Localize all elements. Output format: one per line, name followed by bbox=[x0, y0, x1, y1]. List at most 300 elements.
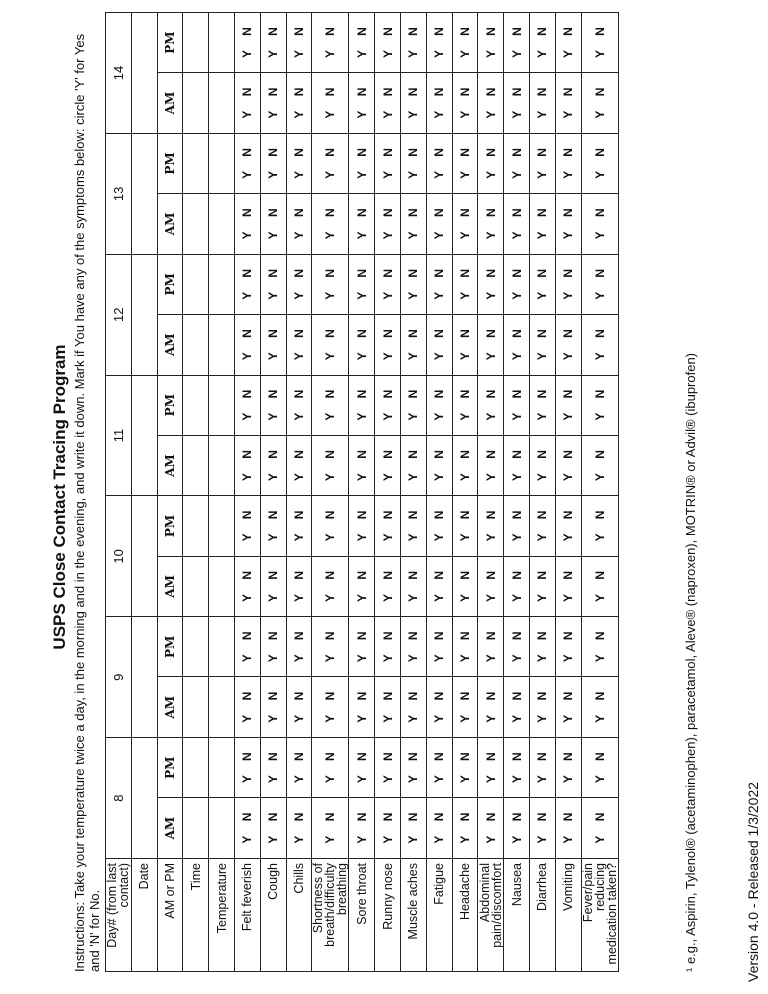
no-option[interactable]: N bbox=[323, 329, 338, 338]
no-option[interactable]: N bbox=[457, 87, 472, 97]
no-option[interactable]: N bbox=[380, 329, 395, 338]
yes-option[interactable]: Y bbox=[483, 352, 498, 361]
no-option[interactable]: N bbox=[354, 87, 369, 97]
yes-option[interactable]: Y bbox=[592, 231, 607, 240]
yes-option[interactable]: Y bbox=[483, 49, 498, 58]
no-option[interactable]: N bbox=[457, 148, 472, 157]
yes-option[interactable]: Y bbox=[561, 835, 576, 844]
no-option[interactable]: N bbox=[291, 812, 306, 822]
no-option[interactable]: N bbox=[266, 812, 281, 822]
no-option[interactable]: N bbox=[406, 570, 421, 580]
no-option[interactable]: N bbox=[354, 450, 369, 459]
temperature-entry-cell[interactable] bbox=[209, 73, 235, 134]
yes-option[interactable]: Y bbox=[240, 49, 255, 58]
no-option[interactable]: N bbox=[561, 389, 576, 399]
no-option[interactable]: N bbox=[561, 812, 576, 822]
yes-option[interactable]: Y bbox=[432, 49, 447, 58]
no-option[interactable]: N bbox=[535, 27, 550, 36]
no-option[interactable]: N bbox=[240, 27, 255, 36]
no-option[interactable]: N bbox=[483, 268, 498, 278]
yes-option[interactable]: Y bbox=[380, 291, 395, 300]
yes-option[interactable]: Y bbox=[483, 110, 498, 119]
no-option[interactable]: N bbox=[509, 208, 524, 218]
no-option[interactable]: N bbox=[240, 329, 255, 338]
yes-option[interactable]: Y bbox=[380, 49, 395, 58]
no-option[interactable]: N bbox=[457, 27, 472, 36]
no-option[interactable]: N bbox=[291, 389, 306, 399]
no-option[interactable]: N bbox=[509, 329, 524, 338]
yes-option[interactable]: Y bbox=[535, 49, 550, 58]
no-option[interactable]: N bbox=[483, 570, 498, 580]
no-option[interactable]: N bbox=[354, 510, 369, 520]
yes-option[interactable]: Y bbox=[291, 170, 306, 179]
yes-option[interactable]: Y bbox=[483, 533, 498, 542]
no-option[interactable]: N bbox=[240, 208, 255, 218]
yes-option[interactable]: Y bbox=[291, 775, 306, 784]
no-option[interactable]: N bbox=[266, 510, 281, 520]
yes-option[interactable]: Y bbox=[457, 291, 472, 300]
yes-option[interactable]: Y bbox=[561, 412, 576, 421]
yes-option[interactable]: Y bbox=[266, 49, 281, 58]
yes-option[interactable]: Y bbox=[509, 654, 524, 663]
yes-option[interactable]: Y bbox=[266, 231, 281, 240]
time-entry-cell[interactable] bbox=[183, 254, 209, 314]
yes-option[interactable]: Y bbox=[483, 654, 498, 663]
yes-option[interactable]: Y bbox=[240, 775, 255, 784]
no-option[interactable]: N bbox=[291, 268, 306, 278]
yes-option[interactable]: Y bbox=[561, 593, 576, 602]
no-option[interactable]: N bbox=[457, 450, 472, 459]
no-option[interactable]: N bbox=[483, 208, 498, 218]
yes-option[interactable]: Y bbox=[561, 110, 576, 119]
no-option[interactable]: N bbox=[240, 268, 255, 278]
no-option[interactable]: N bbox=[291, 752, 306, 761]
yes-option[interactable]: Y bbox=[432, 473, 447, 482]
yes-option[interactable]: Y bbox=[406, 775, 421, 784]
no-option[interactable]: N bbox=[323, 691, 338, 701]
yes-option[interactable]: Y bbox=[592, 835, 607, 844]
no-option[interactable]: N bbox=[240, 631, 255, 641]
yes-option[interactable]: Y bbox=[266, 473, 281, 482]
yes-option[interactable]: Y bbox=[535, 593, 550, 602]
yes-option[interactable]: Y bbox=[509, 714, 524, 723]
yes-option[interactable]: Y bbox=[380, 412, 395, 421]
no-option[interactable]: N bbox=[406, 752, 421, 761]
yes-option[interactable]: Y bbox=[291, 352, 306, 361]
yes-option[interactable]: Y bbox=[535, 533, 550, 542]
no-option[interactable]: N bbox=[592, 570, 607, 580]
no-option[interactable]: N bbox=[323, 87, 338, 97]
time-entry-cell[interactable] bbox=[183, 13, 209, 73]
yes-option[interactable]: Y bbox=[535, 352, 550, 361]
no-option[interactable]: N bbox=[535, 389, 550, 399]
no-option[interactable]: N bbox=[457, 208, 472, 218]
no-option[interactable]: N bbox=[323, 812, 338, 822]
temperature-entry-cell[interactable] bbox=[209, 798, 235, 859]
no-option[interactable]: N bbox=[266, 148, 281, 157]
yes-option[interactable]: Y bbox=[457, 170, 472, 179]
yes-option[interactable]: Y bbox=[432, 170, 447, 179]
no-option[interactable]: N bbox=[483, 752, 498, 761]
no-option[interactable]: N bbox=[592, 691, 607, 701]
no-option[interactable]: N bbox=[483, 691, 498, 701]
yes-option[interactable]: Y bbox=[380, 835, 395, 844]
yes-option[interactable]: Y bbox=[592, 654, 607, 663]
yes-option[interactable]: Y bbox=[457, 352, 472, 361]
no-option[interactable]: N bbox=[483, 329, 498, 338]
yes-option[interactable]: Y bbox=[323, 49, 338, 58]
yes-option[interactable]: Y bbox=[592, 291, 607, 300]
no-option[interactable]: N bbox=[535, 570, 550, 580]
no-option[interactable]: N bbox=[291, 87, 306, 97]
no-option[interactable]: N bbox=[406, 329, 421, 338]
no-option[interactable]: N bbox=[432, 691, 447, 701]
yes-option[interactable]: Y bbox=[266, 714, 281, 723]
no-option[interactable]: N bbox=[354, 208, 369, 218]
no-option[interactable]: N bbox=[509, 389, 524, 399]
temperature-entry-cell[interactable] bbox=[209, 375, 235, 435]
no-option[interactable]: N bbox=[406, 691, 421, 701]
yes-option[interactable]: Y bbox=[240, 533, 255, 542]
yes-option[interactable]: Y bbox=[354, 291, 369, 300]
no-option[interactable]: N bbox=[323, 27, 338, 36]
no-option[interactable]: N bbox=[592, 631, 607, 641]
yes-option[interactable]: Y bbox=[535, 835, 550, 844]
yes-option[interactable]: Y bbox=[406, 654, 421, 663]
no-option[interactable]: N bbox=[592, 812, 607, 822]
yes-option[interactable]: Y bbox=[432, 110, 447, 119]
yes-option[interactable]: Y bbox=[380, 231, 395, 240]
yes-option[interactable]: Y bbox=[561, 775, 576, 784]
yes-option[interactable]: Y bbox=[354, 593, 369, 602]
no-option[interactable]: N bbox=[509, 27, 524, 36]
no-option[interactable]: N bbox=[240, 510, 255, 520]
yes-option[interactable]: Y bbox=[509, 533, 524, 542]
temperature-entry-cell[interactable] bbox=[209, 435, 235, 496]
yes-option[interactable]: Y bbox=[561, 714, 576, 723]
no-option[interactable]: N bbox=[380, 148, 395, 157]
no-option[interactable]: N bbox=[535, 510, 550, 520]
yes-option[interactable]: Y bbox=[266, 533, 281, 542]
yes-option[interactable]: Y bbox=[457, 110, 472, 119]
yes-option[interactable]: Y bbox=[535, 110, 550, 119]
yes-option[interactable]: Y bbox=[380, 352, 395, 361]
temperature-entry-cell[interactable] bbox=[209, 314, 235, 375]
temperature-entry-cell[interactable] bbox=[209, 13, 235, 73]
yes-option[interactable]: Y bbox=[354, 533, 369, 542]
yes-option[interactable]: Y bbox=[432, 352, 447, 361]
yes-option[interactable]: Y bbox=[457, 533, 472, 542]
yes-option[interactable]: Y bbox=[561, 291, 576, 300]
yes-option[interactable]: Y bbox=[240, 714, 255, 723]
yes-option[interactable]: Y bbox=[561, 231, 576, 240]
yes-option[interactable]: Y bbox=[457, 593, 472, 602]
no-option[interactable]: N bbox=[592, 752, 607, 761]
no-option[interactable]: N bbox=[535, 148, 550, 157]
no-option[interactable]: N bbox=[432, 208, 447, 218]
no-option[interactable]: N bbox=[561, 450, 576, 459]
yes-option[interactable]: Y bbox=[240, 291, 255, 300]
no-option[interactable]: N bbox=[266, 450, 281, 459]
no-option[interactable]: N bbox=[457, 268, 472, 278]
time-entry-cell[interactable] bbox=[183, 435, 209, 496]
yes-option[interactable]: Y bbox=[432, 533, 447, 542]
yes-option[interactable]: Y bbox=[406, 110, 421, 119]
yes-option[interactable]: Y bbox=[592, 170, 607, 179]
yes-option[interactable]: Y bbox=[354, 654, 369, 663]
no-option[interactable]: N bbox=[483, 87, 498, 97]
time-entry-cell[interactable] bbox=[183, 617, 209, 677]
yes-option[interactable]: Y bbox=[457, 654, 472, 663]
no-option[interactable]: N bbox=[240, 450, 255, 459]
no-option[interactable]: N bbox=[354, 570, 369, 580]
time-entry-cell[interactable] bbox=[183, 677, 209, 738]
date-cell[interactable] bbox=[131, 13, 157, 134]
time-entry-cell[interactable] bbox=[183, 133, 209, 193]
yes-option[interactable]: Y bbox=[509, 775, 524, 784]
yes-option[interactable]: Y bbox=[266, 412, 281, 421]
yes-option[interactable]: Y bbox=[561, 49, 576, 58]
time-entry-cell[interactable] bbox=[183, 314, 209, 375]
no-option[interactable]: N bbox=[291, 450, 306, 459]
yes-option[interactable]: Y bbox=[323, 352, 338, 361]
no-option[interactable]: N bbox=[432, 389, 447, 399]
yes-option[interactable]: Y bbox=[240, 231, 255, 240]
no-option[interactable]: N bbox=[483, 389, 498, 399]
no-option[interactable]: N bbox=[509, 812, 524, 822]
yes-option[interactable]: Y bbox=[432, 835, 447, 844]
no-option[interactable]: N bbox=[535, 208, 550, 218]
no-option[interactable]: N bbox=[432, 812, 447, 822]
time-entry-cell[interactable] bbox=[183, 798, 209, 859]
date-cell[interactable] bbox=[131, 738, 157, 859]
no-option[interactable]: N bbox=[535, 752, 550, 761]
yes-option[interactable]: Y bbox=[354, 49, 369, 58]
yes-option[interactable]: Y bbox=[592, 352, 607, 361]
no-option[interactable]: N bbox=[592, 268, 607, 278]
no-option[interactable]: N bbox=[432, 752, 447, 761]
no-option[interactable]: N bbox=[380, 812, 395, 822]
yes-option[interactable]: Y bbox=[323, 110, 338, 119]
no-option[interactable]: N bbox=[354, 329, 369, 338]
no-option[interactable]: N bbox=[592, 389, 607, 399]
yes-option[interactable]: Y bbox=[406, 593, 421, 602]
yes-option[interactable]: Y bbox=[323, 593, 338, 602]
no-option[interactable]: N bbox=[432, 268, 447, 278]
yes-option[interactable]: Y bbox=[406, 835, 421, 844]
no-option[interactable]: N bbox=[240, 148, 255, 157]
temperature-entry-cell[interactable] bbox=[209, 496, 235, 556]
no-option[interactable]: N bbox=[432, 450, 447, 459]
yes-option[interactable]: Y bbox=[323, 412, 338, 421]
yes-option[interactable]: Y bbox=[354, 110, 369, 119]
yes-option[interactable]: Y bbox=[240, 352, 255, 361]
yes-option[interactable]: Y bbox=[509, 412, 524, 421]
yes-option[interactable]: Y bbox=[457, 775, 472, 784]
yes-option[interactable]: Y bbox=[406, 231, 421, 240]
no-option[interactable]: N bbox=[483, 510, 498, 520]
no-option[interactable]: N bbox=[535, 812, 550, 822]
no-option[interactable]: N bbox=[509, 87, 524, 97]
no-option[interactable]: N bbox=[266, 329, 281, 338]
no-option[interactable]: N bbox=[535, 631, 550, 641]
yes-option[interactable]: Y bbox=[380, 714, 395, 723]
no-option[interactable]: N bbox=[354, 389, 369, 399]
yes-option[interactable]: Y bbox=[561, 654, 576, 663]
yes-option[interactable]: Y bbox=[266, 654, 281, 663]
no-option[interactable]: N bbox=[561, 691, 576, 701]
yes-option[interactable]: Y bbox=[406, 473, 421, 482]
yes-option[interactable]: Y bbox=[323, 775, 338, 784]
yes-option[interactable]: Y bbox=[266, 170, 281, 179]
no-option[interactable]: N bbox=[266, 268, 281, 278]
yes-option[interactable]: Y bbox=[483, 412, 498, 421]
no-option[interactable]: N bbox=[432, 631, 447, 641]
no-option[interactable]: N bbox=[240, 752, 255, 761]
yes-option[interactable]: Y bbox=[509, 835, 524, 844]
yes-option[interactable]: Y bbox=[592, 473, 607, 482]
no-option[interactable]: N bbox=[266, 752, 281, 761]
time-entry-cell[interactable] bbox=[183, 194, 209, 255]
yes-option[interactable]: Y bbox=[535, 473, 550, 482]
no-option[interactable]: N bbox=[457, 389, 472, 399]
no-option[interactable]: N bbox=[457, 631, 472, 641]
yes-option[interactable]: Y bbox=[432, 654, 447, 663]
no-option[interactable]: N bbox=[406, 812, 421, 822]
no-option[interactable]: N bbox=[406, 148, 421, 157]
yes-option[interactable]: Y bbox=[240, 654, 255, 663]
no-option[interactable]: N bbox=[266, 631, 281, 641]
yes-option[interactable]: Y bbox=[535, 231, 550, 240]
yes-option[interactable]: Y bbox=[354, 352, 369, 361]
no-option[interactable]: N bbox=[535, 691, 550, 701]
no-option[interactable]: N bbox=[354, 27, 369, 36]
no-option[interactable]: N bbox=[291, 329, 306, 338]
yes-option[interactable]: Y bbox=[457, 49, 472, 58]
yes-option[interactable]: Y bbox=[380, 593, 395, 602]
no-option[interactable]: N bbox=[266, 691, 281, 701]
no-option[interactable]: N bbox=[323, 148, 338, 157]
yes-option[interactable]: Y bbox=[535, 291, 550, 300]
yes-option[interactable]: Y bbox=[291, 714, 306, 723]
yes-option[interactable]: Y bbox=[457, 835, 472, 844]
yes-option[interactable]: Y bbox=[483, 835, 498, 844]
yes-option[interactable]: Y bbox=[291, 110, 306, 119]
no-option[interactable]: N bbox=[509, 631, 524, 641]
yes-option[interactable]: Y bbox=[535, 170, 550, 179]
no-option[interactable]: N bbox=[266, 27, 281, 36]
no-option[interactable]: N bbox=[354, 752, 369, 761]
yes-option[interactable]: Y bbox=[323, 291, 338, 300]
yes-option[interactable]: Y bbox=[592, 110, 607, 119]
yes-option[interactable]: Y bbox=[432, 291, 447, 300]
yes-option[interactable]: Y bbox=[291, 231, 306, 240]
no-option[interactable]: N bbox=[380, 691, 395, 701]
no-option[interactable]: N bbox=[509, 691, 524, 701]
no-option[interactable]: N bbox=[535, 268, 550, 278]
yes-option[interactable]: Y bbox=[509, 473, 524, 482]
yes-option[interactable]: Y bbox=[240, 473, 255, 482]
yes-option[interactable]: Y bbox=[406, 49, 421, 58]
yes-option[interactable]: Y bbox=[483, 231, 498, 240]
yes-option[interactable]: Y bbox=[323, 533, 338, 542]
yes-option[interactable]: Y bbox=[406, 533, 421, 542]
temperature-entry-cell[interactable] bbox=[209, 738, 235, 798]
no-option[interactable]: N bbox=[380, 389, 395, 399]
yes-option[interactable]: Y bbox=[291, 533, 306, 542]
yes-option[interactable]: Y bbox=[323, 654, 338, 663]
no-option[interactable]: N bbox=[380, 87, 395, 97]
no-option[interactable]: N bbox=[323, 752, 338, 761]
date-cell[interactable] bbox=[131, 375, 157, 496]
yes-option[interactable]: Y bbox=[291, 593, 306, 602]
yes-option[interactable]: Y bbox=[266, 593, 281, 602]
no-option[interactable]: N bbox=[291, 27, 306, 36]
no-option[interactable]: N bbox=[483, 148, 498, 157]
yes-option[interactable]: Y bbox=[266, 291, 281, 300]
no-option[interactable]: N bbox=[406, 208, 421, 218]
yes-option[interactable]: Y bbox=[354, 775, 369, 784]
yes-option[interactable]: Y bbox=[509, 593, 524, 602]
yes-option[interactable]: Y bbox=[483, 714, 498, 723]
yes-option[interactable]: Y bbox=[483, 775, 498, 784]
no-option[interactable]: N bbox=[592, 450, 607, 459]
no-option[interactable]: N bbox=[266, 208, 281, 218]
yes-option[interactable]: Y bbox=[457, 412, 472, 421]
time-entry-cell[interactable] bbox=[183, 73, 209, 134]
no-option[interactable]: N bbox=[406, 27, 421, 36]
no-option[interactable]: N bbox=[561, 752, 576, 761]
date-cell[interactable] bbox=[131, 133, 157, 254]
yes-option[interactable]: Y bbox=[457, 714, 472, 723]
yes-option[interactable]: Y bbox=[432, 714, 447, 723]
temperature-entry-cell[interactable] bbox=[209, 254, 235, 314]
yes-option[interactable]: Y bbox=[354, 835, 369, 844]
yes-option[interactable]: Y bbox=[509, 110, 524, 119]
no-option[interactable]: N bbox=[457, 691, 472, 701]
no-option[interactable]: N bbox=[483, 450, 498, 459]
yes-option[interactable]: Y bbox=[406, 170, 421, 179]
date-cell[interactable] bbox=[131, 254, 157, 375]
yes-option[interactable]: Y bbox=[432, 593, 447, 602]
yes-option[interactable]: Y bbox=[592, 775, 607, 784]
yes-option[interactable]: Y bbox=[291, 473, 306, 482]
yes-option[interactable]: Y bbox=[266, 835, 281, 844]
no-option[interactable]: N bbox=[323, 389, 338, 399]
yes-option[interactable]: Y bbox=[561, 473, 576, 482]
no-option[interactable]: N bbox=[509, 752, 524, 761]
yes-option[interactable]: Y bbox=[509, 352, 524, 361]
yes-option[interactable]: Y bbox=[483, 473, 498, 482]
no-option[interactable]: N bbox=[535, 450, 550, 459]
no-option[interactable]: N bbox=[561, 268, 576, 278]
no-option[interactable]: N bbox=[354, 691, 369, 701]
yes-option[interactable]: Y bbox=[354, 714, 369, 723]
yes-option[interactable]: Y bbox=[592, 593, 607, 602]
yes-option[interactable]: Y bbox=[432, 412, 447, 421]
temperature-entry-cell[interactable] bbox=[209, 677, 235, 738]
no-option[interactable]: N bbox=[432, 148, 447, 157]
no-option[interactable]: N bbox=[406, 389, 421, 399]
no-option[interactable]: N bbox=[291, 208, 306, 218]
no-option[interactable]: N bbox=[592, 208, 607, 218]
no-option[interactable]: N bbox=[380, 631, 395, 641]
no-option[interactable]: N bbox=[592, 27, 607, 36]
no-option[interactable]: N bbox=[561, 510, 576, 520]
no-option[interactable]: N bbox=[380, 450, 395, 459]
no-option[interactable]: N bbox=[291, 510, 306, 520]
no-option[interactable]: N bbox=[432, 27, 447, 36]
